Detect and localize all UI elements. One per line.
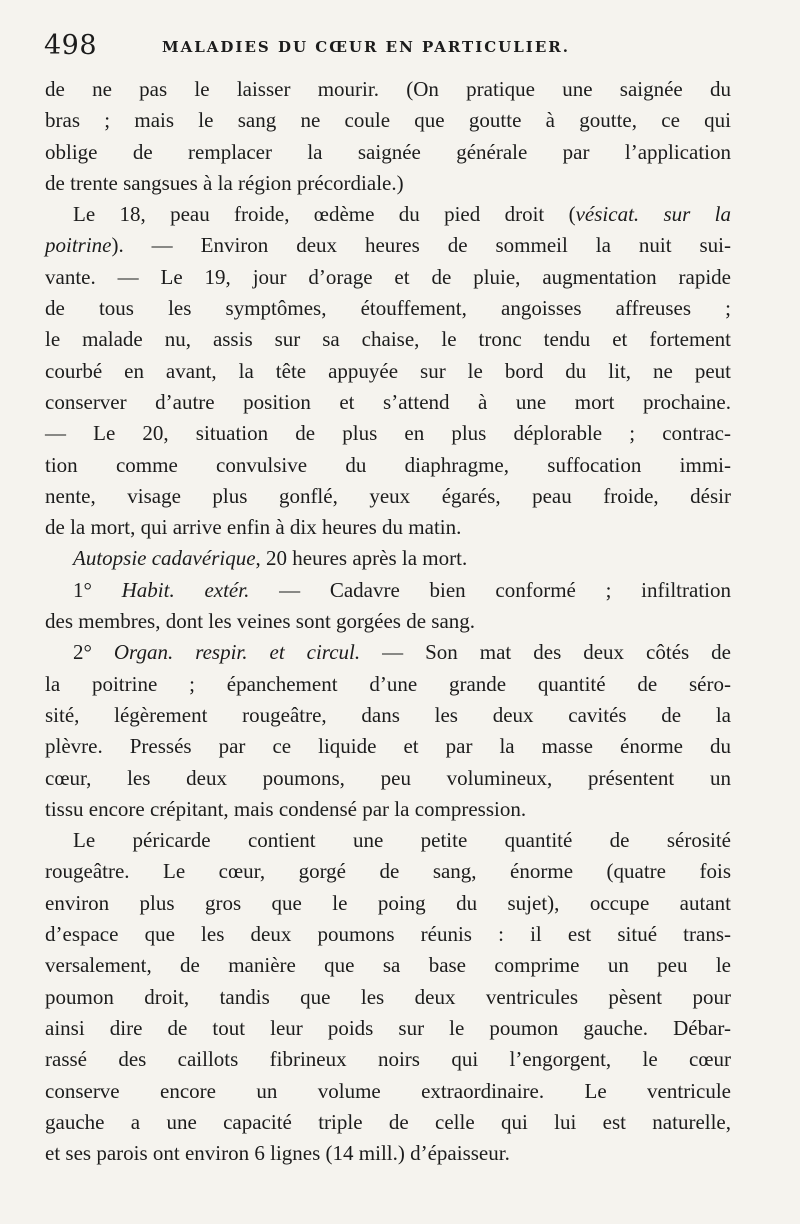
text-line: rassé des caillots fibrineux noirs qui l’engorgent, le cœur bbox=[45, 1047, 731, 1072]
text-run: 2° bbox=[73, 640, 114, 665]
text-run: ). — Environ deux heures de sommeil la nuit sui- bbox=[111, 233, 731, 258]
text-line: bras ; mais le sang ne coule que goutte à goutte, ce qui bbox=[45, 108, 731, 133]
text-line bbox=[45, 637, 731, 668]
text-line: rougeâtre. Le cœur, gorgé de sang, énorme (quatre fois bbox=[45, 859, 731, 884]
text-line: tion comme convulsive du diaphragme, suffocation immi- bbox=[45, 452, 731, 477]
text-line bbox=[45, 199, 731, 230]
italic-run: Organ. respir. et circul. bbox=[113, 640, 361, 665]
text-run: — Son mat des deux côtés de bbox=[360, 640, 732, 665]
text-run: , 20 heures après la mort. bbox=[255, 546, 468, 571]
text-line: nente, visage plus gonflé, yeux égarés, peau froide, désir bbox=[45, 483, 731, 508]
text-line: vante. — Le 19, jour d’orage et de pluie, augmentation rapide bbox=[45, 264, 731, 289]
text-line: courbé en avant, la tête appuyée sur le bord du lit, ne peut bbox=[45, 358, 731, 383]
text-line: tissu encore crépitant, mais condensé par la compression. bbox=[45, 796, 527, 821]
text-run: 1° bbox=[73, 577, 122, 602]
text-line: conserver d’autre position et s’attend à une mort prochaine. bbox=[45, 389, 731, 414]
italic-run: poitrine bbox=[45, 233, 112, 258]
text-line: la poitrine ; épanchement d’une grande quantité de séro- bbox=[45, 671, 731, 696]
text-line: d’espace que les deux poumons réunis : il est situé trans- bbox=[45, 922, 731, 947]
italic-run: Autopsie cadavérique bbox=[73, 546, 256, 571]
text-line: ainsi dire de tout leur poids sur le poumon gauche. Débar- bbox=[45, 1015, 731, 1040]
text-run: — Cadavre bien conformé ; infiltration bbox=[249, 577, 731, 602]
text-line: — Le 20, situation de plus en plus déplorable ; contrac- bbox=[45, 421, 731, 446]
text-line bbox=[45, 543, 731, 574]
text-line: de tous les symptômes, étouffement, angoisses affreuses ; bbox=[45, 296, 731, 321]
text-line: Le péricarde contient une petite quantité de sérosité bbox=[73, 828, 731, 853]
page-header bbox=[44, 30, 744, 70]
text-line bbox=[45, 575, 731, 606]
body-text bbox=[45, 74, 731, 1169]
text-line: de trente sangsues à la région précordiale.) bbox=[45, 170, 404, 195]
text-line: oblige de remplacer la saignée générale par l’application bbox=[45, 139, 731, 164]
text-line: versalement, de manière que sa base comprime un peu le bbox=[45, 953, 731, 978]
italic-run: vésicat. sur la bbox=[575, 202, 732, 227]
text-line: sité, légèrement rougeâtre, dans les deux cavités de la bbox=[45, 702, 731, 727]
text-line: conserve encore un volume extraordinaire. Le ventricule bbox=[45, 1078, 731, 1103]
text-line: gauche a une capacité triple de celle qui lui est naturelle, bbox=[45, 1109, 731, 1134]
text-line: le malade nu, assis sur sa chaise, le tronc tendu et fortement bbox=[45, 327, 731, 352]
text-line: environ plus gros que le poing du sujet), occupe autant bbox=[45, 890, 731, 915]
text-line: des membres, dont les veines sont gorgées de sang. bbox=[45, 609, 476, 634]
text-line: poumon droit, tandis que les deux ventricules pèsent pour bbox=[45, 984, 731, 1009]
text-line bbox=[45, 230, 731, 261]
running-head: MALADIES DU CŒUR EN PARTICULIER. bbox=[162, 38, 570, 56]
text-line: cœur, les deux poumons, peu volumineux, présentent un bbox=[45, 765, 731, 790]
text-line: et ses parois ont environ 6 lignes (14 mill.) d’épaisseur. bbox=[45, 1141, 510, 1166]
text-line: plèvre. Pressés par ce liquide et par la masse énorme du bbox=[45, 734, 731, 759]
text-line: de la mort, qui arrive enfin à dix heures du matin. bbox=[45, 515, 462, 540]
italic-run: Habit. extér. bbox=[121, 577, 250, 602]
page-number: 498 bbox=[44, 30, 98, 61]
text-line: de ne pas le laisser mourir. (On pratique une saignée du bbox=[45, 77, 731, 101]
text-run: Le 18, peau froide, œdème du pied droit ( bbox=[73, 202, 576, 227]
